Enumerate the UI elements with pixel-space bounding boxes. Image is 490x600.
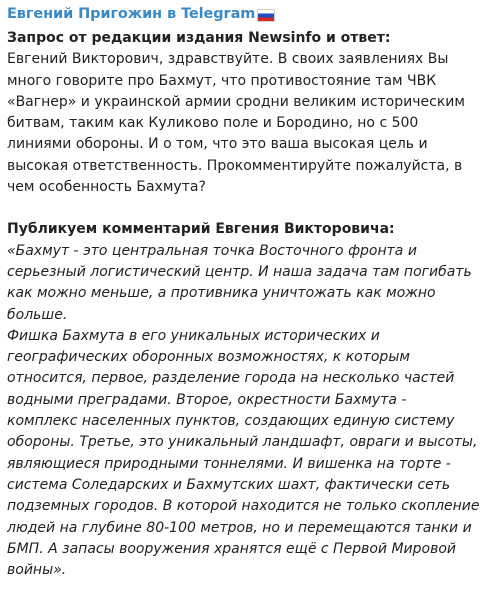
reply-paragraph-1: «Бахмут - это центральная точка Восточного фронта и серьезный логистический центр. И наша задача там погибать как можно меньше, а противника уничтожать как можно больше. — [7, 242, 472, 323]
request-heading: Запрос от редакции издания Newsinfo и ответ: — [7, 30, 391, 46]
request-text: Евгений Викторович, здравствуйте. В своих заявлениях Вы много говорите про Бахмут, что противостояние там ЧВК «Вагнер» и украинской армии сродни великим историческим битвам, таким как Куликово поле и Бородино, но с 500 линиями обороны. И о том, что это ваша высокая цель и высокая ответственность. Прокомментируйте пожалуйста, в чем особенность Бахмута? — [7, 51, 465, 196]
reply-paragraph-2: Фишка Бахмута в его уникальных исторических и географических оборонных возможностях, к которым относится, первое, разделение города на несколько частей водными преградами. Второе, окрестности Бахмута - комплекс населенных пунктов, создающих единую систему обороны. Третье, это уникальный ландшафт, овраги и высоты, являющиеся природными тоннелями. И вишенка на торте - система Соледарских и Бахмутских шахт, фактически сеть подземных городов. В которой находится не только скопление людей на глубине 80-100 метров, но и перемещаются танки и БМП. А запасы вооружения хранятся ещё с Первой Мировой войны». — [7, 327, 480, 579]
paragraph-spacer — [7, 198, 480, 219]
russia-flag-icon — [257, 9, 275, 22]
channel-name-link[interactable]: Евгений Пригожин в Telegram — [7, 6, 256, 23]
channel-header — [7, 4, 480, 26]
reply-heading: Публикуем комментарий Евгения Викторовича: — [7, 221, 395, 238]
